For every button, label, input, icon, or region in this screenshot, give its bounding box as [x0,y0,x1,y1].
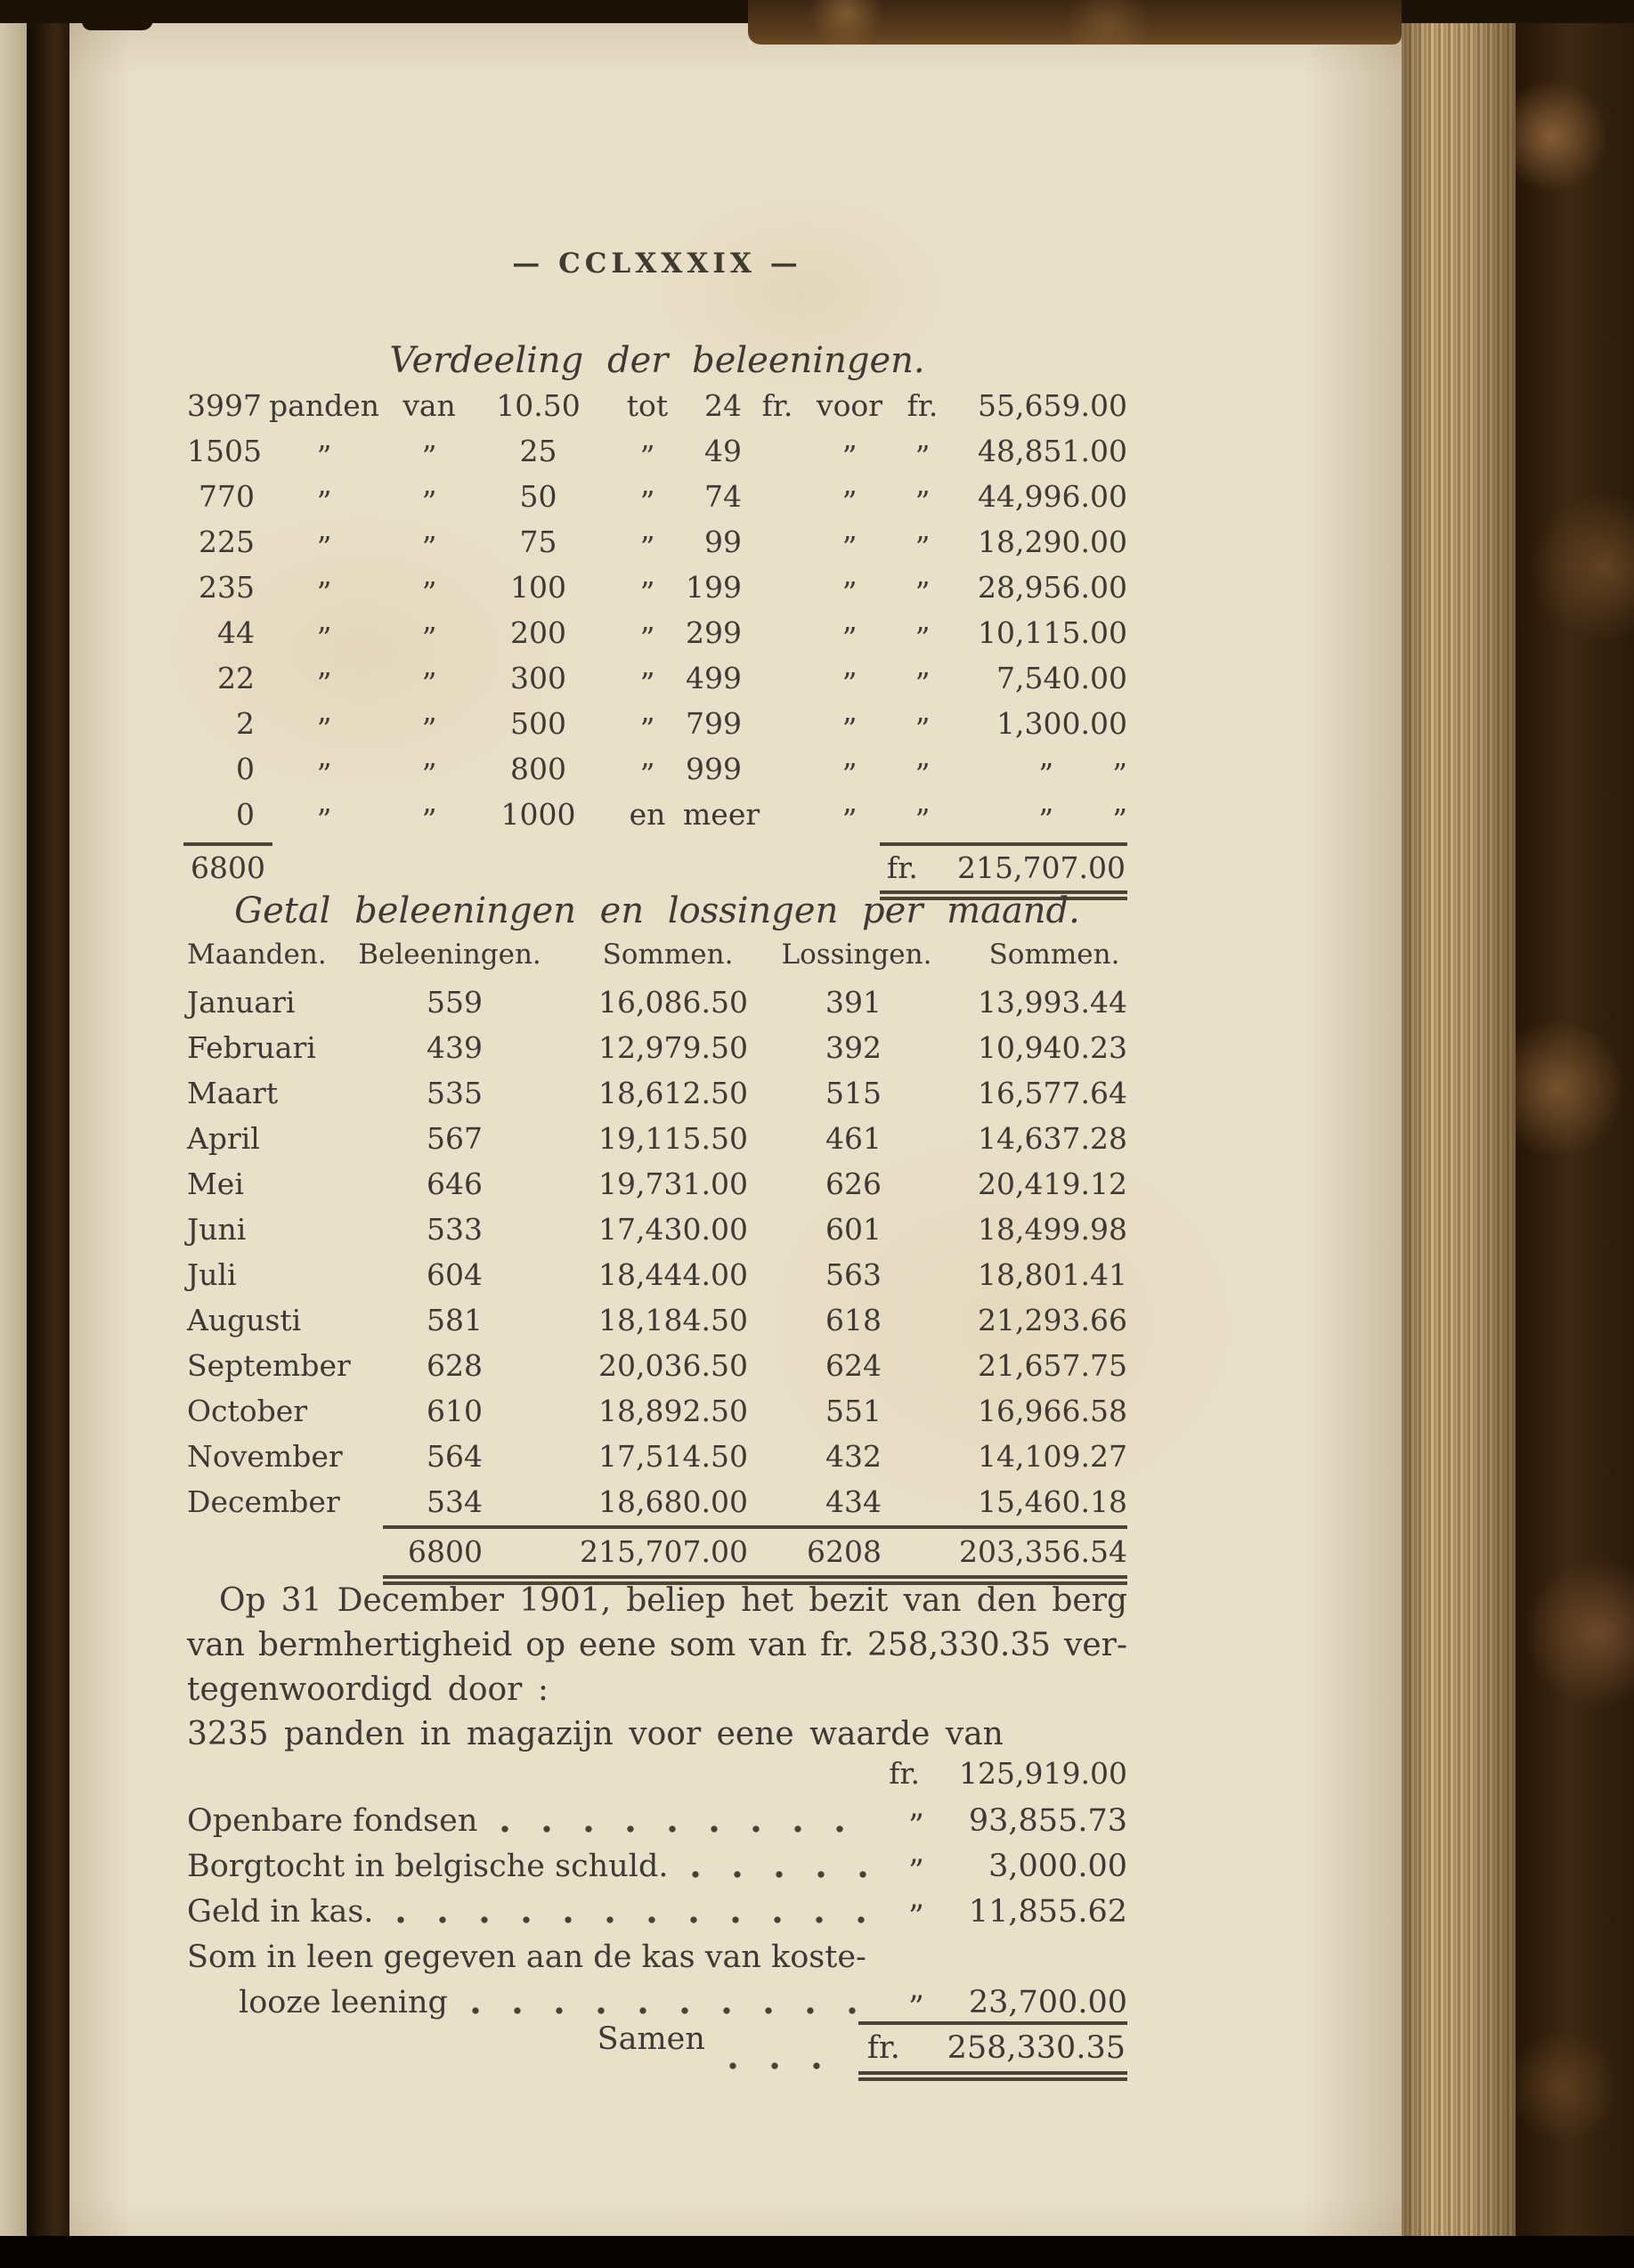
cell: 299 [686,615,742,650]
cell: 432 [825,1439,882,1474]
ditto-mark: ” [841,484,858,519]
cell [742,474,813,519]
list-item [187,1890,1127,1935]
cell: 16,966.58 [978,1394,1127,1428]
cell: 618 [825,1303,882,1337]
ditto-mark: ” [316,756,332,792]
table-row [187,792,1127,837]
cell: 610 [427,1394,483,1428]
cell: Mei [187,1167,244,1201]
cell: 10,115.00 [978,615,1127,650]
cell: 461 [825,1121,882,1156]
cell: 18,184.50 [598,1303,748,1337]
cell [742,655,813,701]
table-row [187,1161,1127,1207]
cell: voor [816,388,883,423]
cell: 434 [825,1484,882,1519]
total-beleeningen: 6800 [383,1525,508,1585]
list-item [187,1799,1127,1844]
table-row [187,1343,1127,1388]
summary-paragraph [187,1579,1127,1757]
table-row [187,383,1127,428]
total-lossingen: 6208 [748,1525,882,1585]
cell: 16,086.50 [598,985,748,1020]
ditto-mark: ” [841,756,858,792]
ditto-mark: ” [639,484,655,519]
grand-total-box [858,2021,1127,2081]
ditto-mark: ” [639,620,655,655]
cell: meer [683,797,760,832]
dot-leader [396,1915,878,1924]
asset-label: looze leening [239,1985,448,2020]
cell: 2 [236,706,255,741]
paragraph-line: 3235 panden in magazijn voor eene waarde van [187,1716,1004,1752]
cell: Juli [187,1257,237,1292]
magazijn-amount: 125,919.00 [959,1756,1127,1791]
ditto-mark: ” [915,756,931,792]
ditto-mark: ” [421,711,437,746]
total-sommen-lossingen: 203,356.54 [882,1525,1127,1585]
currency-label: fr. [866,2030,900,2066]
cell: 500 [510,706,566,741]
cell: 17,514.50 [598,1439,748,1474]
cell [742,746,813,792]
cell: 533 [427,1212,483,1247]
table-row [187,1116,1127,1161]
cell: 44,996.00 [978,479,1127,514]
ditto-mark: ” [639,529,655,565]
cell: 1,300.00 [996,706,1127,741]
monthly-table [187,980,1127,1524]
table-row [187,655,1127,701]
cell: 391 [825,985,882,1020]
cell: October [187,1394,308,1428]
page-corner-shadow [82,0,153,30]
cell: 25 [519,434,557,468]
cell: 551 [825,1394,882,1428]
cell [742,565,813,610]
cell: December [187,1484,340,1519]
ditto-mark: ” [316,438,332,474]
cell: 535 [427,1076,483,1110]
page-gutter-shadow [27,0,69,2268]
cell: panden [269,388,379,423]
cell: 628 [427,1348,483,1383]
ditto-mark: ” [841,801,858,837]
table-row [187,1025,1127,1070]
cell: 200 [510,615,566,650]
cell: Februari [187,1030,316,1065]
cell [187,1525,383,1585]
ditto-mark: ” [421,756,437,792]
ditto-mark: ” [908,1808,924,1844]
section-title-getal: Getal beleeningen en lossingen per maand. [234,890,1080,931]
cell: tot [626,388,669,423]
cell: Januari [187,985,296,1020]
cell: 1000 [500,797,576,832]
cell: 16,577.64 [978,1076,1127,1110]
ditto-mark: ” ” [1038,801,1127,837]
cell: 17,430.00 [598,1212,748,1247]
magazijn-value-line [187,1752,1127,1795]
asset-label: Borgtocht in belgische schuld. [187,1849,669,1884]
ditto-mark: ” [421,484,437,519]
ditto-mark: ” [316,529,332,565]
cell: 564 [427,1439,483,1474]
grand-total-label: Samen [597,2021,705,2057]
cell: 99 [704,524,742,559]
list-item [187,1935,1127,1980]
cell: 20,419.12 [978,1167,1127,1201]
currency-label: fr. [889,1756,921,1791]
cell: 18,499.98 [978,1212,1127,1247]
table-row [187,1479,1127,1524]
ditto-mark: ” [841,529,858,565]
cell: 19,731.00 [598,1167,748,1201]
cell: 14,109.27 [978,1439,1127,1474]
assets-list [187,1799,1127,2026]
paragraph-line: Op 31 December 1901, beliep het bezit van den berg [219,1582,1127,1619]
cell: 800 [510,752,566,786]
cell: 18,612.50 [598,1076,748,1110]
ditto-mark: ” [639,574,655,610]
leather-binding [1516,0,1634,2268]
ditto-mark: ” [316,484,332,519]
cell: 1505 [187,434,262,468]
table-row [187,610,1127,655]
cell: 0 [236,797,255,832]
cell: 50 [519,479,557,514]
table-row [187,519,1127,565]
cell: van [402,388,456,423]
monthly-table-header [187,939,1127,980]
cell: 20,036.50 [598,1348,748,1383]
dot-leader [471,2006,878,2015]
cell: Maart [187,1076,279,1110]
cell: 534 [427,1484,483,1519]
ditto-mark: ” [639,756,655,792]
cell: 14,637.28 [978,1121,1127,1156]
cell: 624 [825,1348,882,1383]
ditto-mark: ” [639,711,655,746]
table-row [187,1207,1127,1252]
cell: 15,460.18 [978,1484,1127,1519]
cell: 601 [825,1212,882,1247]
cell: 21,293.66 [978,1303,1127,1337]
cell: 225 [199,524,255,559]
ditto-mark: ” [421,801,437,837]
cell: 235 [199,570,255,605]
cell: 24 [704,388,742,423]
cell: en [629,797,666,832]
cell: 18,444.00 [598,1257,748,1292]
cell: 559 [427,985,483,1020]
ditto-mark: ” ” [1038,756,1127,792]
list-item [187,1980,1127,2026]
cell: 18,290.00 [978,524,1127,559]
grand-total-row [187,2021,1127,2081]
cell: 515 [825,1076,882,1110]
ditto-mark: ” [915,529,931,565]
cell: 22 [217,661,255,695]
cell: 21,657.75 [978,1348,1127,1383]
adjacent-page-edge [0,0,27,2268]
ditto-mark: ” [915,438,931,474]
ditto-mark: ” [421,620,437,655]
ditto-mark: ” [908,1898,924,1935]
pledge-distribution-table [187,383,1127,837]
ditto-mark: ” [915,620,931,655]
ditto-mark: ” [316,620,332,655]
asset-label: Som in leen gegeven aan de kas van koste- [187,1939,866,1975]
table-row [187,1252,1127,1297]
asset-label: Geld in kas. [187,1894,374,1930]
cell: 770 [199,479,255,514]
ditto-mark: ” [316,574,332,610]
cell: 499 [686,661,742,695]
asset-label: Openbare fondsen [187,1803,478,1839]
cell: 10,940.23 [978,1030,1127,1065]
paragraph-line: van bermhertigheid op eene som van fr. 258,330.35 ver- [187,1627,1127,1663]
book-page-edges [1402,0,1516,2268]
column-header: Sommen. [988,939,1120,971]
cell: 0 [236,752,255,786]
cell: 48,851.00 [978,434,1127,468]
ditto-mark: ” [915,801,931,837]
ditto-mark: ” [841,711,858,746]
column-header: Maanden. [187,939,327,971]
cell: 55,659.00 [978,388,1127,423]
cell: 74 [704,479,742,514]
cell: September [187,1348,351,1383]
ditto-mark: ” [915,665,931,701]
table2-total-row [187,1525,1127,1585]
cell: November [187,1439,343,1474]
cell: 999 [686,752,742,786]
cell: 604 [427,1257,483,1292]
dot-leader [691,1870,878,1879]
cell: 439 [427,1030,483,1065]
cell: 799 [686,706,742,741]
column-header: Lossingen. [781,939,932,971]
cell: 44 [217,615,255,650]
total-sommen-beleeningen: 215,707.00 [508,1525,748,1585]
ditto-mark: ” [841,665,858,701]
photo-bottom-edge [0,2236,1634,2268]
list-item [187,1844,1127,1890]
ditto-mark: ” [316,665,332,701]
currency-label: fr. [887,850,918,885]
column-header: Beleeningen. [358,939,541,971]
cell: 567 [427,1121,483,1156]
ditto-mark: ” [421,665,437,701]
ditto-mark: ” [915,711,931,746]
table-row [187,1297,1127,1343]
table-row [187,474,1127,519]
spacer [187,2021,598,2081]
section-title-verdeeling: Verdeeling der beleeningen. [389,340,925,381]
cell: 10.50 [496,388,581,423]
cell: 75 [519,524,557,559]
ditto-mark: ” [316,711,332,746]
cell: April [187,1121,260,1156]
cell: 581 [427,1303,483,1337]
cell: 563 [825,1257,882,1292]
cell [742,792,813,837]
dot-leader [728,2061,842,2070]
cell: 199 [686,570,742,605]
ditto-mark: ” [639,438,655,474]
cell [742,519,813,565]
table-row [187,1070,1127,1116]
total-count: 6800 [183,842,272,900]
table-row [187,980,1127,1025]
cell: 19,115.50 [598,1121,748,1156]
asset-amount: 23,700.00 [968,1985,1127,2020]
asset-amount: 93,855.73 [968,1803,1127,1839]
paragraph-line: tegenwoordigd door : [187,1671,549,1708]
cell: 12,979.50 [598,1030,748,1065]
table-row [187,1434,1127,1479]
ditto-mark: ” [316,801,332,837]
cell: 392 [825,1030,882,1065]
ditto-mark: ” [841,620,858,655]
ditto-mark: ” [421,438,437,474]
table-row [187,565,1127,610]
cell: 18,680.00 [598,1484,748,1519]
dot-leader [500,1825,878,1833]
cell: 100 [510,570,566,605]
table-row [187,746,1127,792]
cell: 3997 [187,388,262,423]
cell: 18,892.50 [598,1394,748,1428]
cell [742,610,813,655]
cell: 18,801.41 [978,1257,1127,1292]
cell: 646 [427,1167,483,1201]
ditto-mark: ” [421,529,437,565]
cell: 7,540.00 [996,661,1127,695]
book-cover-top [748,0,1402,45]
cell: Augusti [187,1303,302,1337]
cell: fr. [906,388,939,423]
page-number-roman: — CCLXXXIX — [512,248,802,280]
cell: 13,993.44 [978,985,1127,1020]
total-amount: 215,707.00 [957,850,1126,885]
cell: 300 [510,661,566,695]
cell: 49 [704,434,742,468]
asset-amount: 3,000.00 [988,1849,1127,1884]
ditto-mark: ” [639,665,655,701]
ditto-mark: ” [908,1989,924,2026]
table-row [187,428,1127,474]
table-row [187,1388,1127,1434]
ditto-mark: ” [915,484,931,519]
table-row [187,701,1127,746]
ditto-mark: ” [421,574,437,610]
ditto-mark: ” [915,574,931,610]
cell: 28,956.00 [978,570,1127,605]
grand-total-amount: 258,330.35 [947,2030,1126,2066]
cell [742,701,813,746]
ditto-mark: ” [841,438,858,474]
ditto-mark: ” [841,574,858,610]
cell: Juni [187,1212,247,1247]
ditto-mark: ” [908,1853,924,1890]
cell: 626 [825,1167,882,1201]
column-header: Sommen. [602,939,734,971]
cell [742,428,813,474]
asset-amount: 11,855.62 [968,1894,1127,1930]
cell: fr. [761,388,793,423]
